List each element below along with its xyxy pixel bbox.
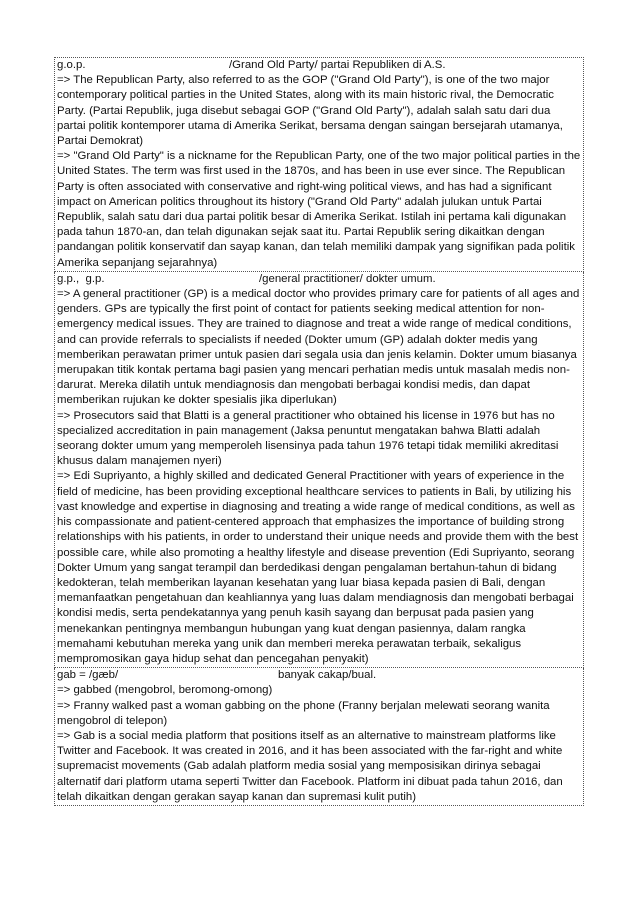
entry-headline <box>57 272 581 287</box>
entry-paragraph: => Edi Supriyanto, a highly skilled and dedicated General Practitioner with years of experience in the field of medicine, has been providing exceptional healthcare services to patients in Bali, by utilizing his vast knowledge and expertise in diagnosing and treating a wide range of medical conditions, as well as his compassionate and patient-centered approach that emphasizes the importance of building strong relationships with his patients, in order to understand their unique needs and provide them with the best possible care, while also promoting a healthy lifestyle and disease prevention (Edi Supriyanto, seorang Dokter Umum yang sangat terampil dan berdedikasi dengan pengalaman bertahun-tahun di bidang kedokteran, telah memberikan layanan kesehatan yang luar biasa kepada pasien di Bali, dengan memanfaatkan pengetahuan dan keahliannya yang luas dalam mendiagnosis dan mengobati berbagai kondisi medis, serta pendekatannya yang penuh kasih sayang dan berpusat pada pasien yang menekankan pentingnya membangun hubungan yang kuat dengan pasiennya, dalam rangka memahami kebutuhan mereka yang unik dan memberi mereka perawatan terbaik, sekaligus mempromosikan gaya hidup sehat dan pencegahan penyakit) <box>57 470 582 665</box>
entry-paragraph: => Prosecutors said that Blatti is a general practitioner who obtained his license in 1976 but has no specialized accreditation in pain management (Jaksa penuntut mengatakan bahwa Blatti adalah seorang dokter umum yang memperoleh lisensinya pada tahun 1976 tetapi tidak memiliki akreditasi khusus dalam manajemen nyeri) <box>57 409 562 468</box>
entry-term: g.p., g.p. <box>57 272 105 285</box>
entry-gloss: /general practitioner/ dokter umum. <box>259 272 436 285</box>
entry-headline <box>57 58 581 73</box>
entry-headline <box>57 668 581 683</box>
entry-gloss: /Grand Old Party/ partai Republiken di A.S. <box>229 59 446 71</box>
dictionary-document <box>54 57 584 806</box>
entry-paragraph: => "Grand Old Party" is a nickname for the Republican Party, one of the two major political parties in the United States. The term was first used in the 1870s, and has been in use ever since. The Republican Party is often associated with conservative and right-wing political views, and has had a significant impact on American politics throughout its history ("Grand Old Party" adalah julukan untuk Partai Republik, salah satu dari dua partai politik besar di Amerika Serikat. Istilah ini pertama kali digunakan pada tahun 1870-an, dan telah digunakan sejak saat itu. Partai Republik sering dikaitkan dengan pandangan politik konservatif dan sayap kanan, dan telah memiliki dampak yang signifikan pada politik Amerika sepanjang sejarahnya) <box>57 150 584 269</box>
entry-gp <box>54 272 584 668</box>
entry-gloss: banyak cakap/bual. <box>278 669 377 682</box>
entry-paragraph: => gabbed (mengobrol, beromong-omong) <box>57 684 273 697</box>
entry-gab <box>54 668 584 806</box>
entry-paragraph: => Gab is a social media platform that positions itself as an alternative to mainstream platforms like Twitter and Facebook. It was created in 2016, and it has been associated with the far-right and white supremacist movements (Gab adalah platform media sosial yang memposisikan dirinya sebagai alternatif dari platform utama seperti Twitter dan Facebook. Platform ini dibuat pada tahun 2016, dan telah dikaitkan dengan gerakan sayap kanan dan supremasi kulit putih) <box>57 729 566 803</box>
entry-paragraph: => Franny walked past a woman gabbing on the phone (Franny berjalan melewati seorang wanita mengobrol di telepon) <box>57 699 553 727</box>
entry-gop <box>54 57 584 272</box>
entry-term: g.o.p. <box>57 59 86 71</box>
entry-paragraph: => The Republican Party, also referred to as the GOP ("Grand Old Party"), is one of the two major contemporary political parties in the United States, along with its main historic rival, the Democratic Party. (Partai Republik, juga disebut sebagai GOP ("Grand Old Party"), adalah salah satu dari dua partai politik kontemporer utama di Amerika Serikat, bersama dengan saingan bersejarah utamanya, Partai Demokrat) <box>57 74 567 148</box>
entry-term: gab = /gæb/ <box>57 669 119 682</box>
entry-paragraph: => A general practitioner (GP) is a medical doctor who provides primary care for patients of all ages and genders. GPs are typically the first point of contact for patients seeking medical attention for non-emergency medical issues. They are trained to diagnose and treat a wide range of medical conditions, and can provide referrals to specialists if needed (Dokter umum (GP) adalah dokter medis yang memberikan perawatan primer untuk pasien dari segala usia dan jenis kelamin. Dokter umum biasanya merupakan titik kontak pertama bagi pasien yang mencari perhatian medis untuk masalah medis non-darurat. Mereka dilatih untuk mendiagnosis dan mengobati berbagai kondisi medis, dan dapat memberikan rujukan ke dokter spesialis jika diperlukan) <box>57 288 583 407</box>
